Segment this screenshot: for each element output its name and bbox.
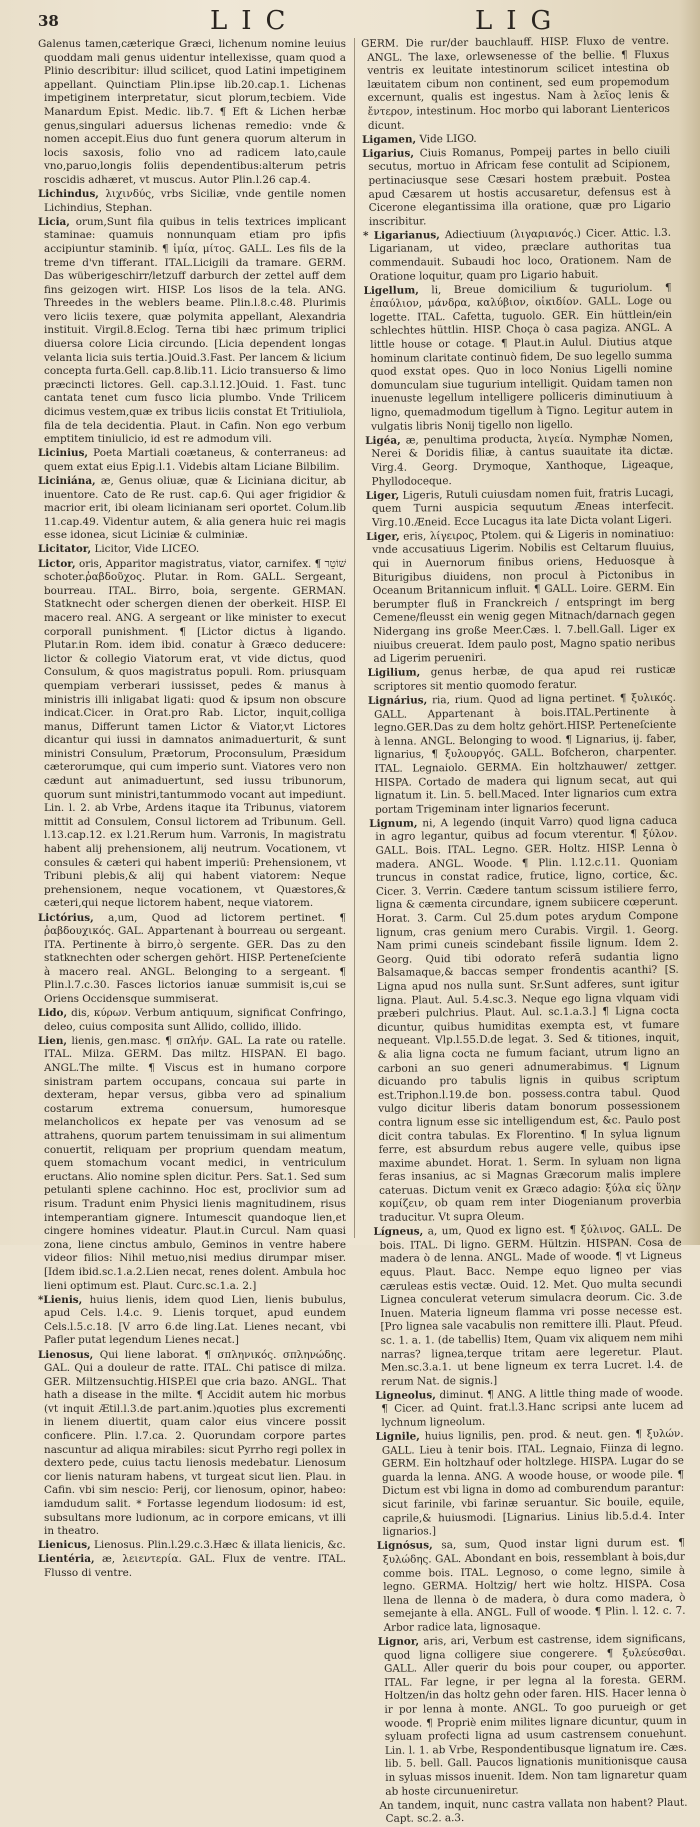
entry-headword: Lienicus, <box>38 1539 91 1552</box>
entry-text: Qui liene laborat. ¶ σπληνικός. σπληνώδης. GAL. Qui a douleur de ratte. ITAL. Chi patisce di milza. GER. Miltzensuchtig.HISP.El que cria bazo. ANGL. That hath a disease in the milte. ¶ Accidit autem hic morbus (vt inquit Ætil.l.3.de part.anim.)quoties plus excrementi in lienem diuertit, quam calor eius vincere possit conficere. Plin. l.7.ca. 2. Quorundam corpore partes nascuntur ad aliqua mirabiles: sicut Pyrrho regi pollex in dextero pede, cuius tactu lienosis medebatur. Lienosum cor lienis naturam habens, vt turgeat sicut lien. Plau. in Cafin. vbi sim nescio: Perij, cor lienosum, opinor, habeo: iamdudum salit. * Fortasse legendum liodosum: id est, subsultans more ludionum, ac in corpore emicans, vt illi in theatro. <box>44 1348 346 1538</box>
entry-text: Lienosus. Plin.l.29.c.3.Hæc & illata lienicis, &c. <box>94 1539 346 1552</box>
entry-headword: Lictor, <box>38 557 76 570</box>
dictionary-entry <box>38 1294 346 1348</box>
entry-headword: Ligellum, <box>363 284 419 297</box>
entry-text: huius lignilis, pen. prod. & neut. gen. ¶ ξυλών. GALL. Lieu à tenir bois. ITAL. Legnaio, Fiinza di legno. GERM. Ein holtzhauf oder holtzlege. HISPA. Lugar do se guarda la lenna. ANG. A woode house, or woode pile. ¶ Dictum est vbi ligna in domo ad comburendum parantur: sicut farinile, vbi farinæ seruantur. Sic bouile, equile, caprile,& huiusmodi. [Lignarius. Linius lib.5.d.4. Inter lignarios.] <box>381 1427 685 1539</box>
entry-headword: Ligarius, <box>362 147 414 160</box>
left-column <box>38 38 347 1579</box>
entry-headword: Ligilium, <box>367 666 421 680</box>
dictionary-entry <box>38 543 346 557</box>
dictionary-entry <box>378 1633 688 1799</box>
entry-headword: Lignile, <box>375 1430 420 1443</box>
right-running-head: LIG <box>475 6 566 36</box>
entry-headword: *Lienis, <box>38 1293 83 1306</box>
entry-headword: * Ligarianus, <box>363 228 440 242</box>
dictionary-entry <box>377 1537 686 1635</box>
entry-text: Ligeris, Rutuli cuiusdam nomen fuit, fratris Lucagi, quem Turni auspicia sequutum Æneas interfecit. Virg.10.Æneid. Ecce Lucagus ita late Dicta volant Ligeri. <box>371 486 674 529</box>
entry-text: æ, penultima producta, λιγεία. Nymphæ Nomen, Nerei & Doridis filiæ, à cantus suauitate ita dictæ. Virg.4. Georg. Drymoque, Xanthoque, Ligeaque, Phyllodoceque. <box>371 431 674 488</box>
dictionary-entry <box>368 692 677 818</box>
entry-text: lienis, gen.masc. ¶ σπλήν. GAL. La rate ou ratelle. ITAL. Milza. GERM. Das miltz. HISPAN. El bago. ANGL.The milte. ¶ Viscus est in humano corpore sinistram partem occupans, concaua sui parte in dexteram, hepar versus, gibba vero ad spinalium costarum extrema conuersum, humoresque melancholicos ex hepate per vas venosum ad se attrahens, quorum partem tenuissimam in sui alimentum conuertit, reliquam per proprium quendam meatum, quem stomachum vocant medici, in ventriculum eructans. Alio nomine splen dicitur. Pers. Sat.1. Sed sum petulanti splene cachinno. Hoc est, proclivior sum ad risum. Tradunt enim Physici lienis magnitudinem, risus intemperantiam gignere. Intumescit quandoque lien,et cingere homines videatur. Plaut.in Curcul. Nam quasi zona, liene cinctus ambulo, Geminos in ventre habere videor filios: Nihil metuo,nisi medius dirumpar miser. [Idem ibid.sc.1.a.2.Lien necat, renes dolent. Ambula hoc lieni optimum est. Plaut. Curc.sc.1.a. 2.] <box>44 1034 346 1292</box>
entry-headword: Lientéria, <box>38 1553 95 1566</box>
entry-headword: Licitator, <box>38 543 92 556</box>
dictionary-entry <box>363 227 672 285</box>
entry-headword: Lido, <box>38 1007 68 1020</box>
page-number: 38 <box>38 12 59 30</box>
entry-headword: Lignor, <box>377 1635 420 1648</box>
entry-headword: Lignárius, <box>367 694 428 707</box>
entry-text: Licitor, Vide LICEO. <box>94 543 200 556</box>
dictionary-entry <box>38 447 346 474</box>
dictionary-entry <box>38 1007 346 1034</box>
entry-headword: Lictórius, <box>38 911 94 924</box>
entry-text: aris, ari, Verbum est castrense, idem significans, quod ligna colligere siue congerere. ¶ ξυλεύεσθαι. GALL. Aller querir du bois pour couper, ou apporter. ITAL. Far legne, ir per legna al la foresta. GERM. Holtzen/in das holtz gehn oder faren. HIS. Hacer lenna ò ir por lenna à monte. ANGL. To goo purueigh or get woode. ¶ Propriè enim milites lignare dicuntur, quum in syluam profecti ligna ad usum castrensem conuehunt. Lin. l. 1. ab Vrbe, Respondentibusque lignatum ire. Cæs. lib. 5. bell. Gall. Paucos lignationis munitionisque causa in syluas missos inuenit. Idem. Non tam lignaretur quam ab hoste circunueniretur. <box>383 1632 688 1798</box>
entry-text: a,um, Quod ad lictorem pertinet. ¶ ῥαβδουχικός. GAL. Appartenant à bourreau ou sergeant. ITA. Pertinente à birro,ò sergente. GER. Das zu den statknechten oder schergen gehört. HISP. Perteneſciente à macero real. ANGL. Belonging to a sergeant. ¶ Plin.l.7.c.30. Fasces lictorios ianuæ summisit is,cui se Oriens Occidensque summiserat. <box>44 911 346 1006</box>
entry-text: GERM. Die rur/der bauchlauff. HISP. Fluxo de ventre. ANGL. The laxe, orlewsenesse of the bellie. ¶ Fluxus ventris ex leuitate intestinorum scilicet intestina ob læuitatem cibum non continent, sed eum propemodum excernunt, qualis est ingestus. Nam à λεῖος lenis & ἔντερον, intestinum. Hoc morbo qui laborant Lientericos dicunt. <box>361 34 670 132</box>
dictionary-entry <box>376 1428 685 1540</box>
dictionary-entry <box>38 1349 346 1539</box>
column-divider <box>354 38 355 1238</box>
dictionary-entry <box>364 281 674 434</box>
entry-headword: Licinius, <box>38 447 89 460</box>
dictionary-entry <box>38 912 346 1007</box>
entry-headword: Liciniána, <box>38 475 96 487</box>
entry-text: æ, λειεντερία. GAL. Flux de ventre. ITAL. Flusso di ventre. <box>44 1553 346 1579</box>
entry-headword: Licia, <box>38 215 70 228</box>
entry-headword: Lígneus, <box>373 1225 424 1239</box>
entry-headword: Ligamen, <box>362 133 417 146</box>
entry-headword: Lienosus, <box>38 1348 94 1361</box>
left-running-head: LIC <box>210 6 300 36</box>
two-column-body <box>38 34 688 1826</box>
entry-text: oris, Apparitor magistratus, viator, carnifex. ¶ שׁוֹטֵר schoter.ῥαβδοῦχος. Plutar. in Rom. GALL. Sergeant, bourreau. ITAL. Birro, boia, sergente. GERMAN. Statknecht oder schergen dienen der oberkeit. HISP. El macero real. ANG. A sergeant or like minister to execut corporall punishment. ¶ [Lictor dictus à ligando. Plutar.in Rom. idem ibid. conatur à Græco deducere: lictor & collegio Viatorum erat, vt vide dictus, quod Consulum, & quos magistratus populi. Rom. priusquam quempiam verberari iussisset, pedes & manus à ministris illi inligabat ligati: quod & ipsum non obscure indicat.Cicer. in Orat.pro Rab. Lictor, inquit,colliga manus, Differunt tamen Lictor & Viator,vt Lictores dicantur qui iussi in damnatos animaduerturit, & sunt ministri Consulum, Prætorum, Proconsulum, Præsidum cæterorumque, qui cum imperio sunt. Viatores vero non cædunt aut animaduertunt, sed iussu tribunorum, quorum sunt ministri,tantummodo vocant aut impediunt. Lin. l. 2. ab Vrbe, Ardens itaque ita Tribunus, viatorem mittit ad Consulem, Consul lictorem ad Tribunum. Gell. l.13.cap.12. ex l.21.Rerum hum. Varronis, In magistratu habent alij prehensionem, alij neutrum. Vocationem, vt consules & cæteri qui habent imperiū: Prehensionem, vt Tribuni plebis,& alij qui habent viatorem: Neque prehensionem, neque vocationem, vt Quæstores,& cæteri,qui neque lictorem habent, neque viatorem. <box>44 557 346 910</box>
entry-text: An tandem, inquit, nunc castra vallata non habent? Plaut. Capt. sc.2. a.3. <box>379 1796 688 1826</box>
dictionary-entry <box>38 475 346 543</box>
entry-headword: Liger, <box>366 530 400 543</box>
dictionary-entry <box>38 1553 346 1580</box>
entry-text: a, um, Quod ex ligno est. ¶ ξύλινος. GALL. De bois. ITAL. Di ligno. GERM. Hültzin. HISPAN. Cosa de madera ò de lenna. ANGL. Made of woode. ¶ vt Ligneus equus. Plaut. Bacc. Nempe equo ligneo per vias cæruleas estis vectæ. Ouid. 12. Met. Quo multa secundi Lignea conculerat veterum simulacra deorum. Cic. 3.de Inuen. Materia ligneum flamma vri posse necesse est. [Pro lignea sale vacabulis non remittere illi. Plaut. Pfeud. sc. 1. a. 1. (de tabellis) Item, Quam vix aliquem nem mihi narras? lignea,terque tritam aere legeretur. Plaut. Men.sc.3.a.1. ut bene ligneum ex terra Lucret. l.4. de rerum Nat. de signis.] <box>379 1222 683 1388</box>
entry-headword: Ligéa, <box>365 434 401 447</box>
entry-text: dis, κύρων. Verbum antiquum, significat Confringo, deleo, cuius composita sunt Allido, collido, illido. <box>44 1007 347 1033</box>
dictionary-entry <box>362 145 671 230</box>
entry-text: Vide LIGO. <box>419 132 477 146</box>
dictionary-entry <box>375 1386 683 1430</box>
dictionary-entry <box>38 1035 346 1293</box>
entry-text: genus herbæ, de qua apud rei rusticæ scriptores sit mentio quomodo feratur. <box>373 664 676 693</box>
entry-headword: Ligneolus, <box>375 1389 436 1402</box>
entry-headword: Lichindus, <box>38 188 99 201</box>
dictionary-entry <box>366 486 674 530</box>
dictionary-entry <box>373 1223 683 1389</box>
entry-text: Poeta Martiali coætaneus, & conterraneus: ad quem extat eius Epig.l.1. Videbis altam Liciane Bilbilim. <box>44 447 346 473</box>
entry-text: λιχινδύς, vrbs Siciliæ, vnde gentile nomen Lichindius, Stephan. <box>44 188 346 214</box>
page-header <box>0 0 700 40</box>
right-column <box>361 34 688 1826</box>
dictionary-entry <box>379 1796 687 1826</box>
entry-headword: Liger, <box>365 489 400 502</box>
dictionary-entry <box>38 216 346 447</box>
dictionary-entry <box>368 664 676 694</box>
dictionary-entry <box>38 188 346 215</box>
dictionary-entry <box>361 35 670 133</box>
entry-text: ni, A legendo (inquit Varro) quod ligna caduca in agro legantur, quibus ad focum vterentur. ¶ ξύλον. GALL. Bois. ITAL. Legno. GER. Holtz. HISP. Lenna ò madera. ANGL. Woode. ¶ Plin. l.12.c.11. Quoniam truncus in constat radice, frutice, ligno, cortice, &c. Cicer. 3. Verrin. Cædere tantum scissum istiliere ferro, ligna & cæmenta circundare, ignem subiicere cœperunt. Horat. 3. Carm. Cul 25.dum potes arydum Compone lignum, cras genium mero Curabis. Virgil. 1. Georg. Nam primi cuneis scindebant fissile lignum. Idem 2. Georg. Quid tibi odorato referā sudantia ligno Balsamaque,& baccas semper frondentis acanthi? [S. Ligna apud nos nulla sunt. Sr.Sunt adferes, sunt igitur ligna. Plaut. Aul. 5.4.sc.3. Neque ego ligna vlquam vidi præberi pulchrius. Plaut. Aul. sc.1.a.3.] ¶ Ligna cocta dicuntur, quibus humiditas exempta est, vt fumare nequeant. Vlp.l.55.D.de legat. 3. Sed & titiones, inquit, & alia ligna cocta ne fumum faciant, utrum ligno an carboni an suo generi adnumerabimus. ¶ Lignum dicuando pro tabulis lignis in quibus scriptum est.Triphon.l.19.de bon. possess.contra tabul. Quod vulgo dicitur liberis datam bonorum possessionem contra lignum esse sic intelligendum est, &c. Paulo post dicit contra tabulas. Ex Florentino. ¶ In sylua lignum ferre, est absurdum rebus augere velle, quibus ipse maxime abundet. Horat. 1. Serm. In syluam non ligna feras insanius, ac si Magnas Græcorum malis implere cateruas. Dictum venit ex Græco adagio: ξύλα εἰς ὕλην κομίζειν, ob quam rem inter Diogenianum proverbia traducitur. Vt supra Oleum. <box>375 814 682 1224</box>
dictionary-entry <box>366 528 675 667</box>
entry-text: huius lienis, idem quod Lien, lienis bubulus, apud Cels. l.4.c. 9. Lienis torquet, apud eundem Cels.l.5.c.18. [V arro 6.de ling.Lat. Lienes necant, vbi Pafler putat legendum Lienes necat.] <box>44 1293 346 1347</box>
dictionary-entry <box>365 431 674 489</box>
dictionary-entry <box>38 1539 346 1553</box>
entry-text: li, Breue domicilium & tuguriolum. ¶ ἐπαύλιον, μάνδρα, καλύβιον, οἰκιδίον. GALL. Loge ou logette. ITAL. Cafetta, tuguolo. GER. Ein hüttlein/ein schlechtes hüttlin. HISP. Choça ò casa pagiza. ANGL. A little house or cotage. ¶ Plaut.in Aulul. Diutius atque hominum claritate continuò fidem, De suo legello summa quod exstat opes. Quo in loco Nonius Ligelli nomine domunculam siue tugurium intelligit. Quidam tamen non inuenuste legellum intelligere polliceris diminutiuum à ligno, quemadmodum tigellum à Tigno. Legitur autem in vulgatis libris Nonij tigello non ligello. <box>369 281 673 433</box>
dictionary-entry <box>369 815 681 1226</box>
entry-headword: Lien, <box>38 1034 68 1047</box>
entry-text: diminut. ¶ ANG. A little thing made of woode. ¶ Cicer. ad Quint. frat.l.3.Hanc scripsi ante lucem ad lychnum ligneolum. <box>381 1386 684 1429</box>
entry-text: orum,Sunt fila quibus in telis textrices implicant staminae: quamuis nonnunquam etiam pro ipfis accipiuntur staminib. ¶ ἰμία, μίτος. GALL. Les fils de la treme d'vn tifferant. ITAL.Licigili da tramare. GERM. Das wüberigeschirr/letzuff darburch der zettel auff dem fins geizogen wirt. HISP. Los lisos de la tela. ANG. Threedes in the weblers beame. Plin.l.8.c.48. Plurimis vero liciis texere, quæ polymita appellant, Alexandria instituit. Virgil.8.Eclog. Terna tibi hæc primum triplici diuersa colore Licia circundo. [Licia dependent longas velanta licia suis tertia.]Ouid.3.Fast. Per lancem & licium concepta furta.Gell. cap.8.lib.11. Licio transuerso & limo præcincti lictores. Gell. cap.3.l.12.]Ouid. 1. Fast. tunc cantata tenet cum fusco licia plumbo. Vnde Trilicem dicimus vestem,quæ ex tribus liciis constat Et Tritiuliola, fila de tela decidentia. Plaut. in Cafin. Non ego verbum emptitem tiniulicio, id est re admodum vili. <box>44 215 346 446</box>
entry-text: ria, rium. Quod ad ligna pertinet. ¶ ξυλικός. GALL. Appartenant à bois.ITAL.Pertinente à legno.GER.Das zu dem holtz gehört.HISP. Perteneſciente à lenna. ANGL. Belonging to wood. ¶ Lignarius, ij. faber, lignarius, ¶ ξυλουργός. GALL. Bofcheron, charpenter. ITAL. Legnaiolo. GERMA. Ein holtzhauwer/ zettger. HISPA. Cortado de madera qui lignum secat, aut qui lignatum it. Lin. 5. bell.Maced. Inter lignarios cum extra portam Trigeminam inter lignarios fecerunt. <box>374 691 677 816</box>
entry-text: Galenus tamen,cæterique Græci, lichenum nomine leuius quoddam mali genus uidentur intellexisse, quam quod a Plinio describitur: illud scilicet, quod Latini impetiginem appellant. Quinctiam Plin.ipse lib.20.cap.1. Lichenas impetiginem interpretatur, sicut plorum,tecbiem. Vide Manardum Epist. Medic. lib.7. ¶ Eft & Lichen herbæ genus,singulari aduersus lichenas remedio: vnde & nomen accepit.Eius duo funt genera quorum alterum in locis saxosis, folio vno ad radicem lato,caule vno,paruo,longis foliis dependentibus:alterum petris roscidis adhæret, vt muscus. Autor Plin.l.26 cap.4. <box>38 38 346 186</box>
dictionary-entry <box>38 38 346 188</box>
entry-text: eris, λίγειρος, Ptolem. qui & Ligeris in nominatiuo: vnde accusatiuus Ligerim. Nobilis est Celtarum fluuius, qui in Auernorum finibus oriens, Heduosque à Biturigibus diuidens, non procul à Pictonibus in Oceanum Britannicum influit. ¶ GALL. Loire. GERM. Ein berumpter fluß in Franckreich / entspringt im berg Cemene/fleusst ein wenig gegen Mitnach/darnach gegen Nidergang ins große Meer.Cæs. l. 7.bell.Gall. Liger ex niuibus creuerat. Idem paulo post, Magno spatio neribus ad Ligerim perueniri. <box>372 527 676 666</box>
entry-headword: Lignósus, <box>376 1539 433 1553</box>
entry-text: æ, Genus oliuæ, quæ & Liciniana dicitur, ab inuentore. Cato de Re rust. cap.6. Qui ager frigidior & macrior erit, ibi oleam licinianam seri oportet. Colum.lib 11.cap.49. Videntur autem, & alia genera huic rei magis esse idonea, sicut Liciniæ & culminiæ. <box>44 475 346 542</box>
entry-text: sa, sum, Quod instar ligni durum est. ¶ ξυλώδης. GAL. Abondant en bois, ressemblant à bois,dur comme bois. ITAL. Legnoso, o come legno, simile à legno. GERMA. Holtzig/ hert wie holtz. HISPA. Cosa llena de llenna ò de madera, ò dura como madera, ò semejante à ella. ANGL. Full of woode. ¶ Plin. l. 12. c. 7. Arbor radice lata, lignosaque. <box>382 1537 686 1634</box>
entry-text: Adiectiuum (λιγαριανός.) Cicer. Attic. l.3. Ligarianam, ut video, præclare authoritas tua commendauit. Subaudi hoc loco, Orationem. Nam de Oratione loquitur, quam pro Ligario habuit. <box>369 226 672 283</box>
dictionary-entry <box>38 558 346 911</box>
entry-text: Ciuis Romanus, Pompeij partes in bello ciuili secutus, mortuo in Africam fese contulit ad Scipionem, pertinaciusque sese Cæsari hostem præbuit. Postea apud Cæsarem ut hostis accusaretur, defensus est à Cicerone elegantissima illa oratione, quæ pro Ligario inscribitur. <box>368 144 671 228</box>
entry-headword: Lignum, <box>369 817 418 830</box>
